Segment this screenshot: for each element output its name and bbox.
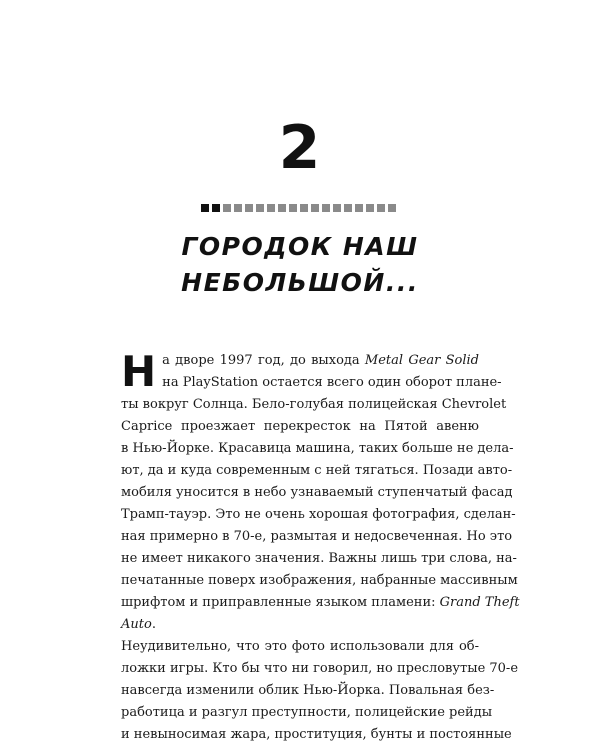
text-run: не имеет никакого значения. Важны лишь три слова, на- bbox=[121, 551, 517, 566]
text-run: мобиля уносится в небо узнаваемый ступенчатый фасад bbox=[121, 485, 513, 500]
text-line: ложки игры. Кто бы что ни говорил, но пресловутые 70-е bbox=[121, 661, 519, 676]
paragraph-2 bbox=[121, 636, 519, 746]
text-line bbox=[121, 416, 479, 438]
text-line bbox=[121, 438, 514, 460]
italic-title: Grand Theft bbox=[439, 595, 520, 610]
text-line bbox=[121, 482, 513, 504]
chapter-title-line: ГОРОДОК НАШ bbox=[181, 232, 419, 261]
text-line: Неудивительно, что это фото использовали для об- bbox=[121, 639, 479, 654]
text-line bbox=[121, 372, 502, 394]
text-line bbox=[121, 504, 516, 526]
progress-segment-empty bbox=[256, 204, 264, 212]
progress-segment-empty bbox=[245, 204, 253, 212]
progress-segment-empty bbox=[300, 204, 308, 212]
text-run: шрифтом и приправленные языком пламени: bbox=[121, 595, 440, 610]
chapter-title bbox=[0, 229, 600, 301]
drop-cap: Н bbox=[121, 347, 157, 396]
chapter-number: 2 bbox=[278, 113, 322, 183]
progress-segment-empty bbox=[322, 204, 330, 212]
chapter-body bbox=[121, 347, 520, 746]
progress-segment-empty bbox=[366, 204, 374, 212]
chapter-title-line: НЕБОЛЬШОЙ... bbox=[181, 268, 419, 297]
chapter-progress-strip bbox=[201, 204, 396, 212]
progress-segment-empty bbox=[344, 204, 352, 212]
text-run: ты вокруг Солнца. Бело-голубая полицейская Chevrolet bbox=[121, 397, 507, 412]
text-run: ют, да и куда современным с ней тягаться. Позади авто- bbox=[121, 463, 513, 478]
text-run: печатанные поверх изображения, набранные массивным bbox=[121, 573, 518, 588]
text-line: и невыносимая жара, проституция, бунты и постоянные bbox=[121, 727, 512, 742]
text-line bbox=[121, 350, 479, 372]
text-run: Caprice проезжает перекресток на Пятой авеню bbox=[121, 419, 479, 434]
text-line bbox=[121, 570, 518, 592]
text-run: а дворе 1997 год, до выхода bbox=[162, 353, 365, 368]
text-line bbox=[121, 394, 507, 416]
italic-title: Metal Gear Solid bbox=[364, 353, 479, 368]
text-run: . bbox=[151, 617, 156, 632]
italic-title: Auto bbox=[121, 617, 152, 632]
text-run: в Нью-Йорке. Красавица машина, таких больше не дела- bbox=[121, 441, 514, 456]
progress-segment-empty bbox=[267, 204, 275, 212]
text-line: навсегда изменили облик Нью-Йорка. Повальная без- bbox=[121, 683, 495, 698]
progress-segment-empty bbox=[388, 204, 396, 212]
progress-segment-empty bbox=[311, 204, 319, 212]
progress-segment-empty bbox=[333, 204, 341, 212]
progress-segment-empty bbox=[289, 204, 297, 212]
progress-segment-empty bbox=[278, 204, 286, 212]
progress-segment-empty bbox=[355, 204, 363, 212]
progress-segment-filled bbox=[212, 204, 220, 212]
paragraph-1 bbox=[121, 347, 520, 636]
text-line bbox=[121, 592, 520, 614]
progress-segment-filled bbox=[201, 204, 209, 212]
text-line bbox=[121, 526, 513, 548]
text-run: на PlayStation остается всего один оборот плане- bbox=[162, 375, 502, 390]
text-run: Трамп-тауэр. Это не очень хорошая фотография, сделан- bbox=[121, 507, 516, 522]
progress-segment-empty bbox=[377, 204, 385, 212]
progress-segment-empty bbox=[223, 204, 231, 212]
text-line: работица и разгул преступности, полицейские рейды bbox=[121, 705, 493, 720]
text-line bbox=[121, 614, 479, 636]
text-line bbox=[121, 460, 513, 482]
text-run: ная примерно в 70-е, размытая и недосвеченная. Но это bbox=[121, 529, 513, 544]
text-line bbox=[121, 548, 517, 570]
progress-segment-empty bbox=[234, 204, 242, 212]
